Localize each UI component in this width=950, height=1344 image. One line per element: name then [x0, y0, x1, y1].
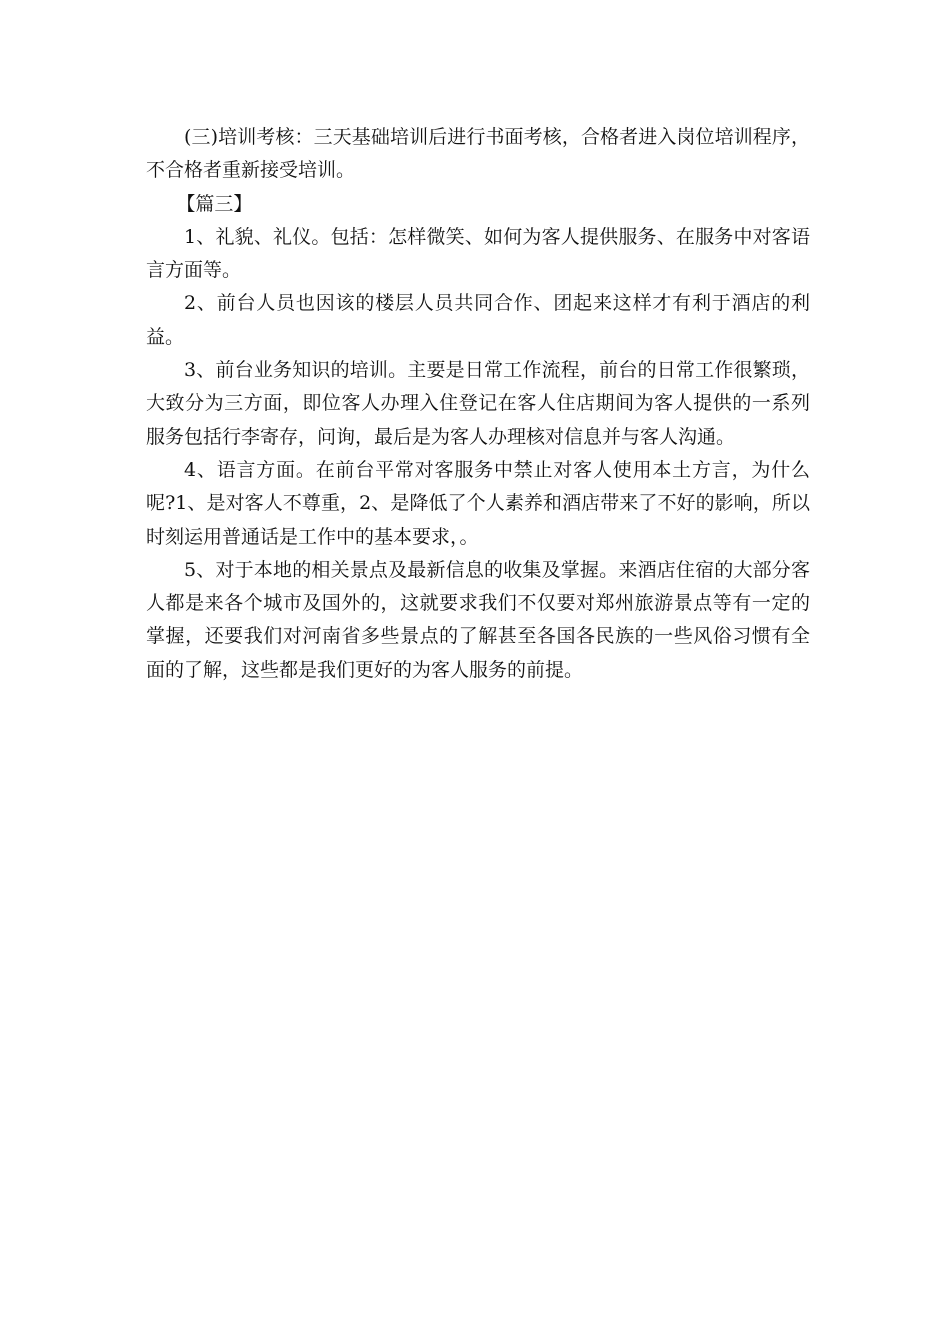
document-body	[146, 121, 810, 687]
paragraph-item-5: 5、对于本地的相关景点及最新信息的收集及掌握。来酒店住宿的大部分客人都是来各个城市及国外的，这就要求我们不仅要对郑州旅游景点等有一定的掌握，还要我们对河南省多些景点的了解甚至各国各民族的一些风俗习惯有全面的了解，这些都是我们更好的为客人服务的前提。	[146, 558, 810, 681]
paragraph-item-1: 1、礼貌、礼仪。包括：怎样微笑、如何为客人提供服务、在服务中对客语言方面等。	[146, 225, 810, 282]
paragraph-item-3: 3、前台业务知识的培训。主要是日常工作流程，前台的日常工作很繁琐，大致分为三方面，即位客人办理入住登记在客人住店期间为客人提供的一系列服务包括行李寄存，问询，最后是为客人办理核对信息并与客人沟通。	[146, 359, 810, 448]
paragraph-item-2: 2、前台人员也因该的楼层人员共同合作、团起来这样才有利于酒店的利益。	[146, 292, 810, 348]
paragraph-training-assessment: (三)培训考核：三天基础培训后进行书面考核，合格者进入岗位培训程序，不合格者重新接受培训。	[146, 126, 810, 182]
paragraph-item-4: 4、语言方面。在前台平常对客服务中禁止对客人使用本土方言，为什么呢?1、是对客人不尊重，2、是降低了个人素养和酒店带来了不好的影响，所以时刻运用普通话是工作中的基本要求，。	[146, 458, 810, 548]
section-heading: 【篇三】	[176, 192, 253, 215]
